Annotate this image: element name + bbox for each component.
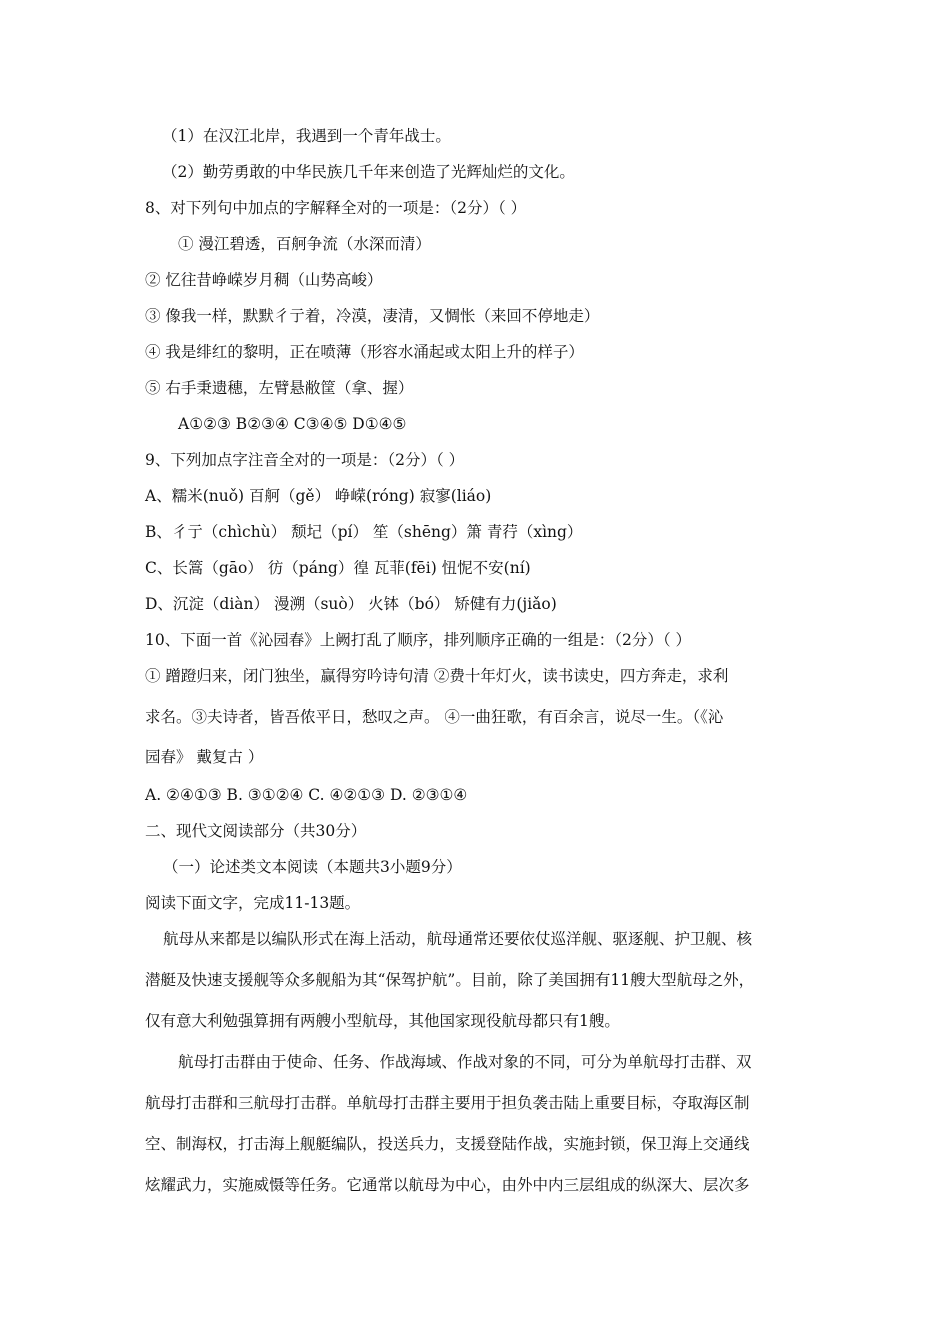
- question-10-text-1: ① 蹭蹬归来，闭门独坐，赢得穷吟诗句清 ②费十年灯火，读书读史，四方奔走，求利: [145, 667, 729, 685]
- question-8-item-3: ③ 像我一样，默默彳亍着，冷漠，凄清，又惆怅（来回不停地走）: [145, 307, 600, 325]
- reading-instruction: 阅读下面文字，完成11-13题。: [145, 894, 361, 912]
- section-2-heading: 二、现代文阅读部分（共30分）: [145, 822, 367, 840]
- text-line-1: （1）在汉江北岸，我遇到一个青年战士。: [162, 127, 451, 145]
- question-10-text-3: 园春》 戴复古 ）: [145, 748, 264, 766]
- passage-line-6: 空、制海权，打击海上舰艇编队，投送兵力，支援登陆作战，实施封锁，保卫海上交通线: [145, 1135, 750, 1153]
- question-9-option-d: D、沉淀（diàn） 漫溯（suò） 火钵（bó） 矫健有力(jiǎo): [145, 595, 557, 613]
- passage-line-5: 航母打击群和三航母打击群。单航母打击群主要用于担负袭击陆上重要目标，夺取海区制: [145, 1094, 750, 1112]
- passage-line-4: 航母打击群由于使命、任务、作战海域、作战对象的不同，可分为单航母打击群、双: [178, 1053, 752, 1071]
- question-9-option-b: B、彳亍（chìchù） 颓圮（pí） 笙（shēng）箫 青荇（xìng）: [145, 523, 583, 541]
- question-8-item-4: ④ 我是绯红的黎明，正在喷薄（形容水涌起或太阳上升的样子）: [145, 343, 584, 361]
- passage-line-3: 仅有意大利勉强算拥有两艘小型航母，其他国家现役航母都只有1艘。: [145, 1012, 620, 1030]
- question-10-options: A. ②④①③ B. ③①②④ C. ④②①③ D. ②③①④: [145, 786, 468, 804]
- question-10-text-2: 求名。③夫诗者，皆吾侬平日，愁叹之声。 ④一曲狂歌，有百余言，说尽一生。（《沁: [145, 708, 724, 726]
- question-9-option-a: A、糯米(nuǒ) 百舸（gě） 峥嵘(róng) 寂寥(liáo): [145, 487, 492, 505]
- question-10-stem: 10、下面一首《沁园春》上阙打乱了顺序，排列顺序正确的一组是：（2分）（ ）: [145, 631, 692, 649]
- passage-line-7: 炫耀武力，实施威慑等任务。它通常以航母为中心，由外中内三层组成的纵深大、层次多: [145, 1176, 750, 1194]
- question-8-item-5: ⑤ 右手秉遗穗，左臂悬敝筐（拿、握）: [145, 379, 414, 397]
- passage-line-2: 潜艇及快速支援舰等众多舰船为其“保驾护航”。目前，除了美国拥有11艘大型航母之外，: [145, 971, 755, 989]
- question-8-item-2: ② 忆往昔峥嵘岁月稠（山势高峻）: [145, 271, 383, 289]
- question-8-item-1: ① 漫江碧透，百舸争流（水深而清）: [178, 235, 431, 253]
- question-8-stem: 8、对下列句中加点的字解释全对的一项是：（2分）（ ）: [145, 199, 527, 217]
- question-9-option-c: C、长篙（gāo） 彷（páng）徨 瓦菲(fēi) 忸怩不安(ní): [145, 559, 531, 577]
- question-9-stem: 9、下列加点字注音全对的一项是：（2分）（ ）: [145, 451, 465, 469]
- question-8-options: A①②③ B②③④ C③④⑤ D①④⑤: [178, 415, 407, 433]
- subsection-1-heading: （一）论述类文本阅读（本题共3小题9分）: [163, 858, 462, 876]
- passage-line-1: 航母从来都是以编队形式在海上活动，航母通常还要依仗巡洋舰、驱逐舰、护卫舰、核: [163, 930, 753, 948]
- text-line-2: （2）勤劳勇敢的中华民族几千年来创造了光辉灿烂的文化。: [162, 163, 575, 181]
